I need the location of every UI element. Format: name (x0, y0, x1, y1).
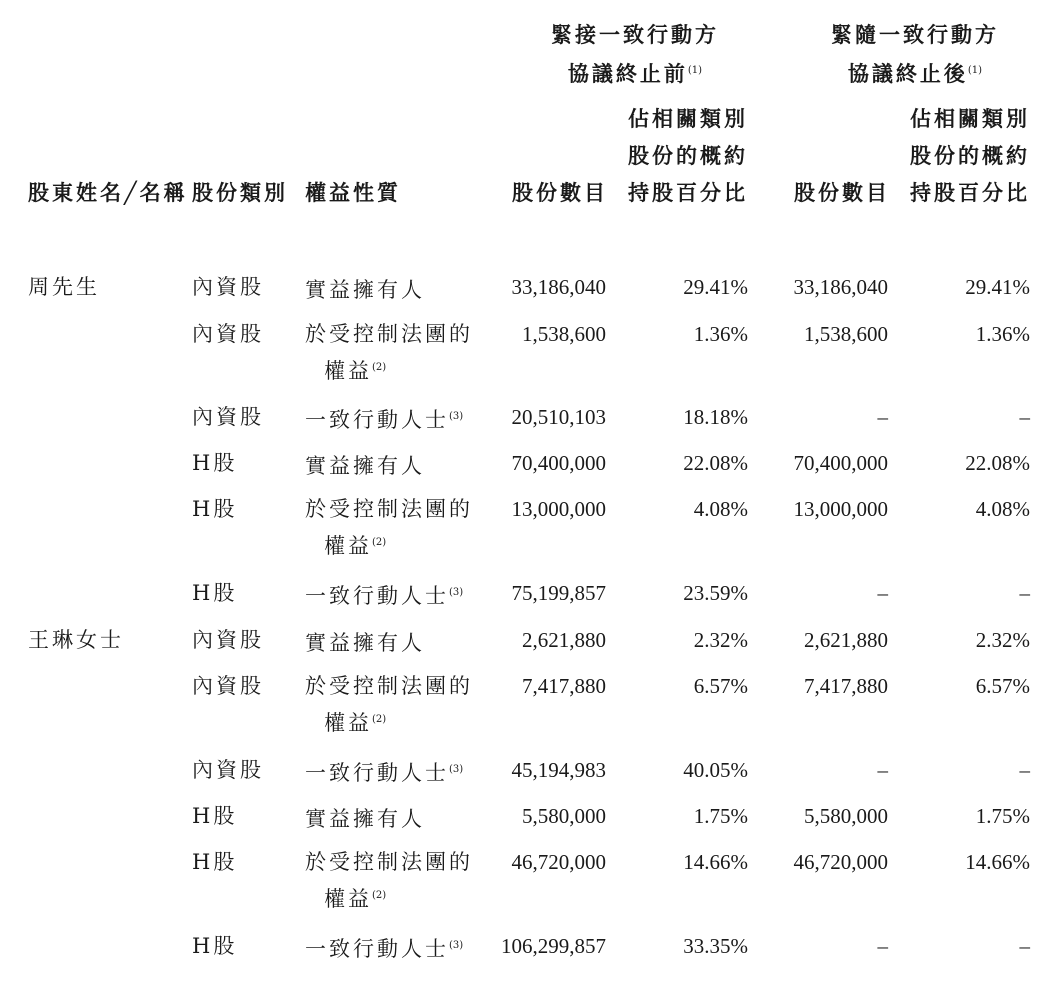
pct-before: 1.36% (693, 322, 748, 346)
shares-before: 2,621,880 (522, 628, 606, 652)
share-class: H股 (192, 934, 238, 958)
shares-before: 20,510,103 (511, 405, 606, 429)
shares-before: 7,417,880 (522, 674, 606, 698)
shares-before: 45,194,983 (511, 758, 606, 782)
pct-before: 1.75% (693, 804, 748, 828)
pct-before: 2.32% (693, 628, 748, 652)
share-class: H股 (192, 451, 238, 475)
interest-nature (305, 673, 473, 699)
share-class: H股 (192, 804, 238, 828)
after-group-title: 緊隨一致行動方 (831, 22, 999, 47)
shareholder-name: 周先生 (28, 275, 100, 299)
shares-after: – (877, 405, 888, 429)
interest-nature (305, 803, 425, 832)
interest-nature-text: 實益擁有人 (305, 278, 425, 302)
pct-before: 29.41% (683, 275, 748, 299)
shares-before: 70,400,000 (511, 451, 606, 475)
interest-nature-note: (2) (372, 890, 387, 901)
shares-after: 1,538,600 (804, 322, 888, 346)
pct-after: 6.57% (975, 674, 1030, 698)
after-group-subtitle (800, 58, 1030, 87)
pct-after: – (1019, 934, 1030, 958)
shares-after: 33,186,040 (793, 275, 888, 299)
interest-nature-text: 實益擁有人 (305, 807, 425, 831)
interest-nature-text: 一致行動人士 (305, 584, 449, 608)
col-header-shares-before: 股份數目 (512, 180, 608, 205)
share-class: 內資股 (192, 758, 264, 782)
before-group-subtitle (520, 58, 750, 87)
shares-before: 75,199,857 (511, 581, 606, 605)
interest-nature-note: (3) (449, 587, 464, 598)
pct-after-header-line3: 持股百分比 (910, 180, 1030, 205)
interest-nature (305, 496, 473, 522)
shares-after: 7,417,880 (804, 674, 888, 698)
before-group-title: 緊接一致行動方 (551, 22, 719, 47)
pct-before-header-line1: 佔相關類別 (628, 106, 748, 131)
interest-nature-text: 於受控制法團的 (305, 497, 473, 521)
interest-nature (305, 580, 463, 609)
pct-after: 2.32% (975, 628, 1030, 652)
shares-after: 2,621,880 (804, 628, 888, 652)
shares-after: – (877, 758, 888, 782)
interest-nature-line2 (324, 530, 386, 559)
pct-after: – (1019, 758, 1030, 782)
after-group-note: (1) (967, 65, 983, 76)
share-class: 內資股 (192, 405, 264, 429)
col-header-nature: 權益性質 (305, 180, 401, 205)
interest-nature-text: 於受控制法團的 (305, 674, 473, 698)
pct-before-header-line3: 持股百分比 (628, 180, 748, 205)
pct-before-header-line2: 股份的概約 (628, 143, 748, 168)
interest-nature-text: 實益擁有人 (305, 631, 425, 655)
before-group-subtitle-text: 協議終止前 (567, 61, 688, 86)
pct-after: 1.36% (975, 322, 1030, 346)
shares-before: 13,000,000 (511, 497, 606, 521)
pct-before: 22.08% (683, 451, 748, 475)
interest-nature (305, 450, 425, 479)
shares-after: 13,000,000 (793, 497, 888, 521)
interest-nature-line2 (324, 707, 386, 736)
interest-nature-text: 一致行動人士 (305, 937, 449, 961)
pct-after-header-line2: 股份的概約 (910, 143, 1030, 168)
interest-nature-note: (3) (449, 411, 464, 422)
pct-after: 29.41% (965, 275, 1030, 299)
interest-nature-text: 於受控制法團的 (305, 850, 473, 874)
pct-before: 33.35% (683, 934, 748, 958)
pct-before: 18.18% (683, 405, 748, 429)
share-class: 內資股 (192, 674, 264, 698)
pct-after: 4.08% (975, 497, 1030, 521)
interest-nature-line2-text: 權益 (324, 534, 372, 558)
before-group-note: (1) (687, 65, 703, 76)
share-class: 內資股 (192, 628, 264, 652)
col-header-shares-after: 股份數目 (794, 180, 890, 205)
shares-after: 70,400,000 (793, 451, 888, 475)
interest-nature-text: 一致行動人士 (305, 408, 449, 432)
pct-after: – (1019, 581, 1030, 605)
pct-after: 14.66% (965, 850, 1030, 874)
interest-nature (305, 321, 473, 347)
interest-nature-note: (3) (449, 940, 464, 951)
shareholder-name: 王琳女士 (28, 628, 124, 652)
interest-nature-note: (3) (449, 764, 464, 775)
shares-after: 46,720,000 (793, 850, 888, 874)
pct-before: 14.66% (683, 850, 748, 874)
pct-before: 40.05% (683, 758, 748, 782)
interest-nature-note: (2) (372, 362, 387, 373)
interest-nature (305, 627, 425, 656)
shares-before: 33,186,040 (511, 275, 606, 299)
interest-nature (305, 849, 473, 875)
interest-nature-note: (2) (372, 537, 387, 548)
share-class: 內資股 (192, 275, 264, 299)
shares-before: 1,538,600 (522, 322, 606, 346)
interest-nature-line2 (324, 883, 386, 912)
interest-nature (305, 933, 463, 962)
col-header-class: 股份類別 (192, 180, 288, 205)
after-group-subtitle-text: 協議終止後 (847, 61, 968, 86)
shares-after: 5,580,000 (804, 804, 888, 828)
interest-nature-line2-text: 權益 (324, 359, 372, 383)
pct-after: 22.08% (965, 451, 1030, 475)
interest-nature-note: (2) (372, 714, 387, 725)
pct-after-header-line1: 佔相關類別 (910, 106, 1030, 131)
interest-nature-text: 一致行動人士 (305, 761, 449, 785)
interest-nature (305, 404, 463, 433)
shares-before: 106,299,857 (501, 934, 606, 958)
pct-after: – (1019, 405, 1030, 429)
share-class: H股 (192, 850, 238, 874)
share-class: H股 (192, 497, 238, 521)
shares-before: 5,580,000 (522, 804, 606, 828)
interest-nature-text: 於受控制法團的 (305, 322, 473, 346)
interest-nature (305, 274, 425, 303)
pct-after: 1.75% (975, 804, 1030, 828)
shares-after: – (877, 581, 888, 605)
pct-before: 6.57% (693, 674, 748, 698)
shares-before: 46,720,000 (511, 850, 606, 874)
interest-nature-line2-text: 權益 (324, 711, 372, 735)
interest-nature (305, 757, 463, 786)
col-header-name: 股東姓名╱名稱 (28, 180, 188, 205)
pct-before: 23.59% (683, 581, 748, 605)
interest-nature-text: 實益擁有人 (305, 454, 425, 478)
share-class: 內資股 (192, 322, 264, 346)
pct-before: 4.08% (693, 497, 748, 521)
share-class: H股 (192, 581, 238, 605)
shares-after: – (877, 934, 888, 958)
interest-nature-line2 (324, 355, 386, 384)
interest-nature-line2-text: 權益 (324, 887, 372, 911)
